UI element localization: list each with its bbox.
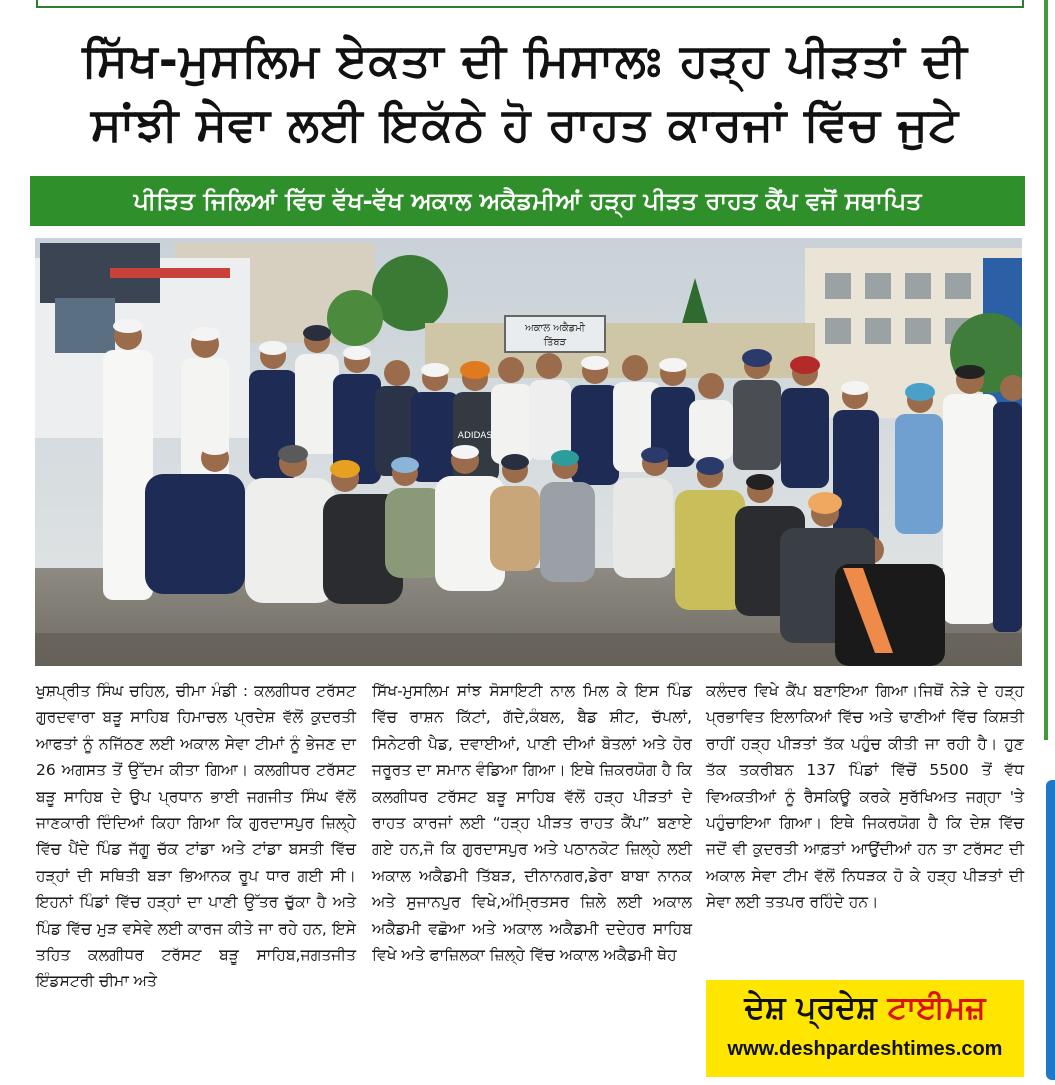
headline-line-1: ਸਿੱਖ-ਮੁਸਲਿਮ ਏਕਤਾ ਦੀ ਮਿਸਾਲਃ ਹੜ੍ਹ ਪੀੜਤਾਂ ਦੀ — [82, 33, 968, 87]
signboard-line-1: ਅਕਾਲ ਅਕੈਡਮੀ — [525, 323, 585, 334]
shirt-text: ADIDAS — [457, 431, 493, 441]
signboard-line-2: ਤਿੱਬੜ — [543, 337, 567, 348]
article-column-3: ਕਲੰਦਰ ਵਿਖੇ ਕੈਂਪ ਬਣਾਇਆ ਗਿਆ।ਜਿਥੋਂ ਨੇੜੇ ਦੇ ਹੜ੍ਹ ਪ੍ਰਭਾਵਿਤ ਇਲਾਕਿਆਂ ਵਿੱਚ ਅਤੇ ਢਾਣੀਆਂ ਵਿੱਚ ਕਿਸ਼ਤੀ ਰਾਹੀਂ ਹੜ੍ਹ ਪੀੜਤਾਂ ਤੱਕ ਪਹੁੰਚ ਕੀਤੀ ਜਾ ਰਹੀ ਹੈ। ਹੁਣ ਤੱਕ ਤਕਰੀਬਨ 137 ਪਿੰਡਾਂ ਵਿੱਚੋਂ 5500 ਤੋਂ ਵੱਧ ਵਿਅਕਤੀਆਂ ਨੂੰ ਰੈਸਕਿਊ ਕਰਕੇ ਸੁਰੱਖਿਅਤ ਜਗ੍ਹਾ 'ਤੇ ਪਹੁੰਚਾਇਆ ਗਿਆ। ਇਥੇ ਜਿਕਰਯੋਗ ਹੈ ਕਿ ਦੇਸ਼ ਵਿੱਚ ਜਦੋਂ ਵੀ ਕੁਦਰਤੀ ਆਫ਼ਤਾਂ ਆਉਂਦੀਆਂ ਹਨ ਤਾ ਟਰੱਸਟ ਦੀ ਅਕਾਲ ਸੇਵਾ ਟੀਮ ਵੱਲੋਂ ਨਿਧੜਕ ਹੋ ਕੇ ਹੜ੍ਹ ਪੀੜਤਾਂ ਦੀ ਸੇਵਾ ਲਈ ਤਤਪਰ ਰਹਿੰਦੇ ਹਨ। — [706, 682, 1024, 912]
news-photo — [35, 238, 1022, 666]
headline-line-2: ਸਾਂਝੀ ਸੇਵਾ ਲਈ ਇਕੱਠੇ ਹੋ ਰਾਹਤ ਕਾਰਜਾਂ ਵਿੱਚ ਜੁਟੇ — [90, 97, 960, 151]
publisher-url: www.deshpardeshtimes.com — [727, 1038, 1003, 1060]
subheadline-banner — [30, 176, 1025, 226]
top-border — [36, 0, 1024, 8]
article-column-2: ਸਿੱਖ-ਮੁਸਲਿਮ ਸਾਂਝ ਸੋਸਾਇਟੀ ਨਾਲ ਮਿਲ ਕੇ ਇਸ ਪਿੰਡ ਵਿੱਚ ਰਾਸ਼ਨ ਕਿੱਟਾਂ, ਗੱਦੇ,ਕੰਬਲ, ਬੈਡ ਸ਼ੀਟ, ਚੱਪਲਾਂ, ਸਿਨੇਟਰੀ ਪੈਡ, ਦਵਾਈਆਂ, ਪਾਣੀ ਦੀਆਂ ਬੋਤਲਾਂ ਅਤੇ ਹੋਰ ਜਰੂਰਤ ਦਾ ਸਮਾਨ ਵੰਡਿਆ ਗਿਆ। ਇਥੇ ਜ਼ਿਕਰਯੋਗ ਹੈ ਕਿ ਕਲਗੀਧਰ ਟਰੱਸਟ ਬੜੂ ਸਾਹਿਬ ਵੱਲੋਂ ਹੜ੍ਹ ਪੀੜਤਾਂ ਦੇ ਰਾਹਤ ਕਾਰਜਾਂ ਲਈ “ਹੜ੍ਹ ਪੀੜਤ ਰਾਹਤ ਕੈਂਪ” ਬਣਾਏ ਗਏ ਹਨ,ਜੋ ਕਿ ਗੁਰਦਾਸਪੁਰ ਅਤੇ ਪਠਾਨਕੋਟ ਜ਼ਿਲ੍ਹੇ ਲਈ ਅਕਾਲ ਅਕੈਡਮੀ ਤਿੱਬੜ, ਦੀਨਾਨਗਰ,ਡੇਰਾ ਬਾਬਾ ਨਾਨਕ ਅਤੇ ਸੁਜਾਨਪੁਰ ਵਿਖੇ,ਅੰਮ੍ਰਿਤਸਰ ਜ਼ਿਲੇ ਲਈ ਅਕਾਲ ਅਕੈਡਮੀ ਵਛੋਆ ਅਤੇ ਅਕਾਲ ਅਕੈਡਮੀ ਦਦੇਹਰ ਸਾਹਿਬ ਵਿਖੇ ਅਤੇ ਫਾਜ਼ਿਲਕਾ ਜ਼ਿਲ੍ਹੇ ਵਿੱਚ ਅਕਾਲ ਅਕੈਡਮੀ ਥੇਹ — [372, 682, 692, 965]
subheadline-text: ਪੀੜਿਤ ਜਿਲਿਆਂ ਵਿੱਚ ਵੱਖ-ਵੱਖ ਅਕਾਲ ਅਕੈਡਮੀਆਂ ਹੜ੍ਹ ਪੀੜਤ ਰਾਹਤ ਕੈਂਪ ਵਜੋਂ ਸਥਾਪਿਤ — [133, 187, 922, 215]
group-photo-illustration — [35, 238, 1022, 666]
right-border — [1044, 0, 1048, 740]
publisher-name — [706, 988, 1024, 1028]
headline — [20, 28, 1030, 156]
publisher-name-part-2: ਟਾਈਮਜ਼ — [887, 990, 986, 1026]
adjacent-clip-edge — [1046, 780, 1055, 1080]
publisher-name-part-1: ਦੇਸ਼ ਪ੍ਰਦੇਸ਼ — [744, 990, 877, 1026]
publisher-logo-box — [706, 980, 1024, 1077]
article-column-1: ਖੁਸ਼ਪ੍ਰੀਤ ਸਿੰਘ ਚਹਿਲ, ਚੀਮਾ ਮੰਡੀ : ਕਲਗੀਧਰ ਟਰੱਸਟ ਗੁਰਦਵਾਰਾ ਬੜੂ ਸਾਹਿਬ ਹਿਮਾਚਲ ਪ੍ਰਦੇਸ਼ ਵੱਲੋਂ ਕੁਦਰਤੀ ਆਫਤਾਂ ਨੂੰ ਨਜਿੱਠਣ ਲਈ ਅਕਾਲ ਸੇਵਾ ਟੀਮਾਂ ਨੂੰ ਭੇਜਣ ਦਾ 26 ਅਗਸਤ ਤੋਂ ਉੱਦਮ ਕੀਤਾ ਗਿਆ। ਕਲਗੀਧਰ ਟਰੱਸਟ ਬੜੂ ਸਾਹਿਬ ਦੇ ਉਪ ਪ੍ਰਧਾਨ ਭਾਈ ਜਗਜੀਤ ਸਿੰਘ ਵੱਲੋਂ ਜਾਣਕਾਰੀ ਦਿੰਦਿਆਂ ਕਿਹਾ ਗਿਆ ਕਿ ਗੁਰਦਾਸਪੁਰ ਜ਼ਿਲ੍ਹੇ ਵਿੱਚ ਪੈਂਦੇ ਪਿੰਡ ਜੱਗੂ ਚੱਕ ਟਾਂਡਾ ਅਤੇ ਟਾਂਡਾ ਬਸਤੀ ਵਿੱਚ ਹੜ੍ਹਾਂ ਦੀ ਸਥਿਤੀ ਬੜਾ ਭਿਆਨਕ ਰੂਪ ਧਾਰ ਗਈ ਸੀ। ਇਹਨਾਂ ਪਿੰਡਾਂ ਵਿੱਚ ਹੜ੍ਹਾਂ ਦਾ ਪਾਣੀ ਉੱਤਰ ਚੁੱਕਾ ਹੈ ਅਤੇ ਪਿੰਡ ਵਿੱਚ ਮੁੜ ਵਸੇਵੇ ਲਈ ਕਾਰਜ ਕੀਤੇ ਜਾ ਰਹੇ ਹਨ, ਇਸੇ ਤਹਿਤ ਕਲਗੀਧਰ ਟਰੱਸਟ ਬੜੂ ਸਾਹਿਬ,ਜਗਤਜੀਤ ਇੰਡਸਟਰੀ ਚੀਮਾ ਅਤੇ — [36, 682, 356, 991]
